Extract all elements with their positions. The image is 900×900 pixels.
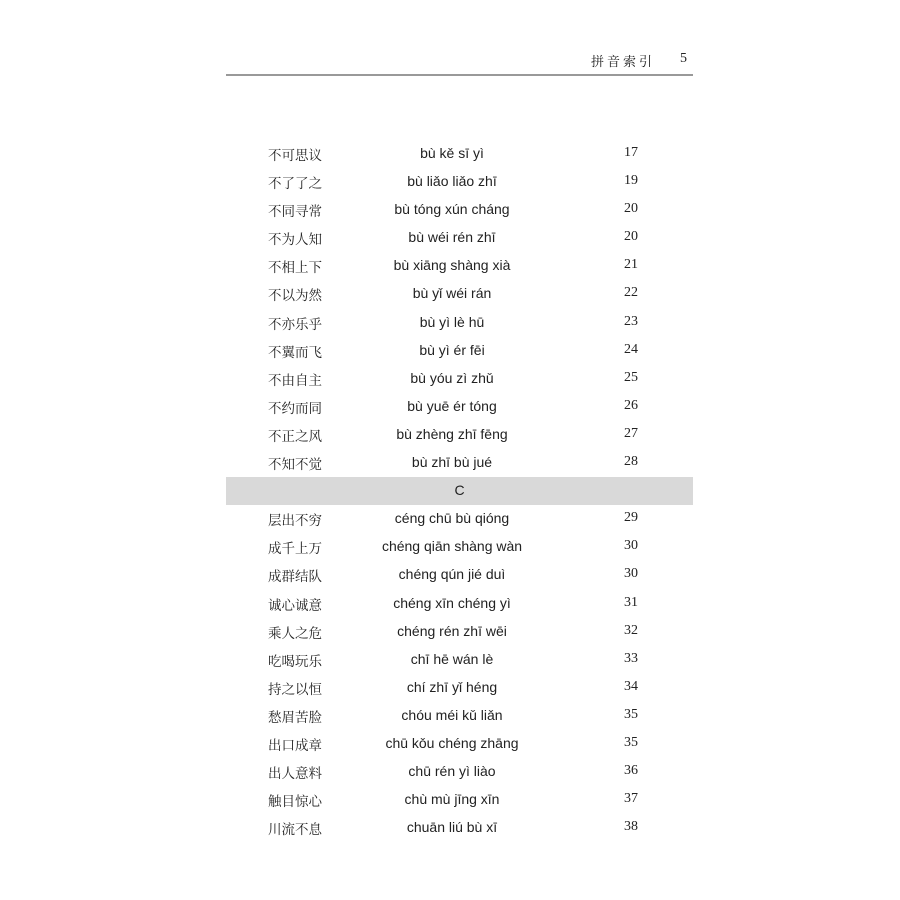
page-reference: 21 [624,257,638,273]
idiom-text: 吃喝玩乐 [268,653,322,670]
page-reference: 37 [624,791,638,807]
idiom-text: 不知不觉 [268,457,322,474]
idiom-text: 不可思议 [268,148,322,164]
page-reference: 20 [624,201,638,217]
page-reference: 36 [624,763,638,779]
pinyin-text: chù mù jīng xīn [404,791,500,808]
page-reference: 35 [624,706,638,722]
page-reference: 19 [624,173,638,189]
page-reference: 24 [624,341,638,357]
page-reference: 22 [624,285,638,301]
idiom-text: 川流不息 [268,822,322,839]
index-entry-row [226,561,693,589]
pinyin-text: céng chū bù qióng [394,510,510,527]
idiom-text: 不相上下 [268,260,322,277]
index-entry-row [226,786,693,814]
running-header [226,50,693,76]
idiom-text: 触目惊心 [268,794,322,811]
index-entry-row [226,224,693,252]
index-entry-row [226,758,693,786]
index-entry-row [226,618,693,646]
pinyin-text: bù yuē ér tóng [407,397,497,414]
index-entry-row [226,140,693,168]
page-reference: 26 [624,397,638,413]
page-reference: 17 [624,145,638,160]
idiom-text: 不约而同 [268,400,322,417]
index-entry-row [226,168,693,196]
pinyin-text: bù yì lè hū [419,313,485,330]
page-reference: 20 [624,229,638,245]
page-reference: 23 [624,313,638,329]
idiom-text: 不以为然 [268,288,322,305]
index-entry-row [226,702,693,730]
idiom-text: 出口成章 [268,737,322,754]
index-entry-row [226,646,693,674]
index-entry-row [226,674,693,702]
pinyin-text: bù liǎo liǎo zhī [407,173,497,190]
idiom-text: 出人意料 [268,766,322,783]
idiom-text: 持之以恒 [268,681,322,698]
page-reference: 30 [624,566,638,582]
pinyin-text: chóu méi kǔ liǎn [401,706,503,723]
index-entry-row [226,393,693,421]
idiom-text: 不为人知 [268,232,322,249]
idiom-text: 不亦乐乎 [268,316,322,333]
page-reference: 35 [624,734,638,750]
index-entry-row [226,365,693,393]
index-entry-row [226,252,693,280]
page-reference: 34 [624,678,638,694]
page-reference: 38 [624,819,638,835]
index-entry-row [226,533,693,561]
page-reference: 30 [624,538,638,554]
index-entry-row [226,505,693,533]
pinyin-index-list [226,140,693,842]
page-reference: 31 [624,594,638,610]
page-reference: 27 [624,425,638,441]
index-entry-row [226,590,693,618]
pinyin-text: chéng qún jié duì [398,566,506,583]
idiom-text: 不翼而飞 [268,344,322,361]
index-entry-row [226,421,693,449]
pinyin-text: chī hē wán lè [410,650,494,667]
section-letter: C [454,482,465,499]
section-letter-bar [226,477,693,505]
idiom-text: 不由自主 [268,372,322,389]
idiom-text: 不同寻常 [268,204,322,221]
pinyin-text: bù zhèng zhī fēng [396,425,508,442]
pinyin-text: chéng xīn chéng yì [393,594,511,611]
pinyin-text: chéng qiān shàng wàn [381,538,523,555]
idiom-text: 层出不穷 [268,513,322,530]
idiom-text: 成千上万 [268,541,322,558]
pinyin-text: bù xiāng shàng xià [393,257,511,274]
index-entry-row [226,449,693,477]
page-reference: 32 [624,622,638,638]
pinyin-text: chū kǒu chéng zhāng [385,734,519,751]
page-number: 5 [680,51,687,66]
index-entry-row [226,196,693,224]
pinyin-text: chū rén yì liào [408,763,496,780]
idiom-text: 不了了之 [268,176,322,193]
pinyin-text: bù yóu zì zhǔ [410,369,494,386]
page-reference: 25 [624,369,638,385]
pinyin-text: chéng rén zhī wēi [397,622,507,639]
pinyin-text: chí zhī yǐ héng [406,678,498,695]
idiom-text: 愁眉苦脸 [268,709,322,726]
index-entry-row [226,280,693,308]
page-reference: 28 [624,454,638,470]
idiom-text: 乘人之危 [268,625,322,642]
index-entry-row [226,730,693,758]
index-entry-row [226,337,693,365]
idiom-text: 成群结队 [268,569,322,586]
running-header-title: 拼音索引 [590,55,655,70]
pinyin-text: bù tóng xún cháng [394,201,510,218]
index-entry-row [226,309,693,337]
page-reference: 29 [624,510,638,526]
pinyin-text: bù wéi rén zhī [408,229,496,246]
pinyin-text: chuān liú bù xī [406,819,498,836]
pinyin-text: bù yì ér fēi [419,341,485,358]
idiom-text: 诚心诚意 [268,597,322,614]
page-reference: 33 [624,650,638,666]
pinyin-text: bù zhī bù jué [411,454,493,471]
pinyin-text: bù yǐ wéi rán [412,285,492,302]
pinyin-text: bù kě sī yì [420,145,484,161]
index-entry-row [226,814,693,842]
idiom-text: 不正之风 [268,428,322,445]
